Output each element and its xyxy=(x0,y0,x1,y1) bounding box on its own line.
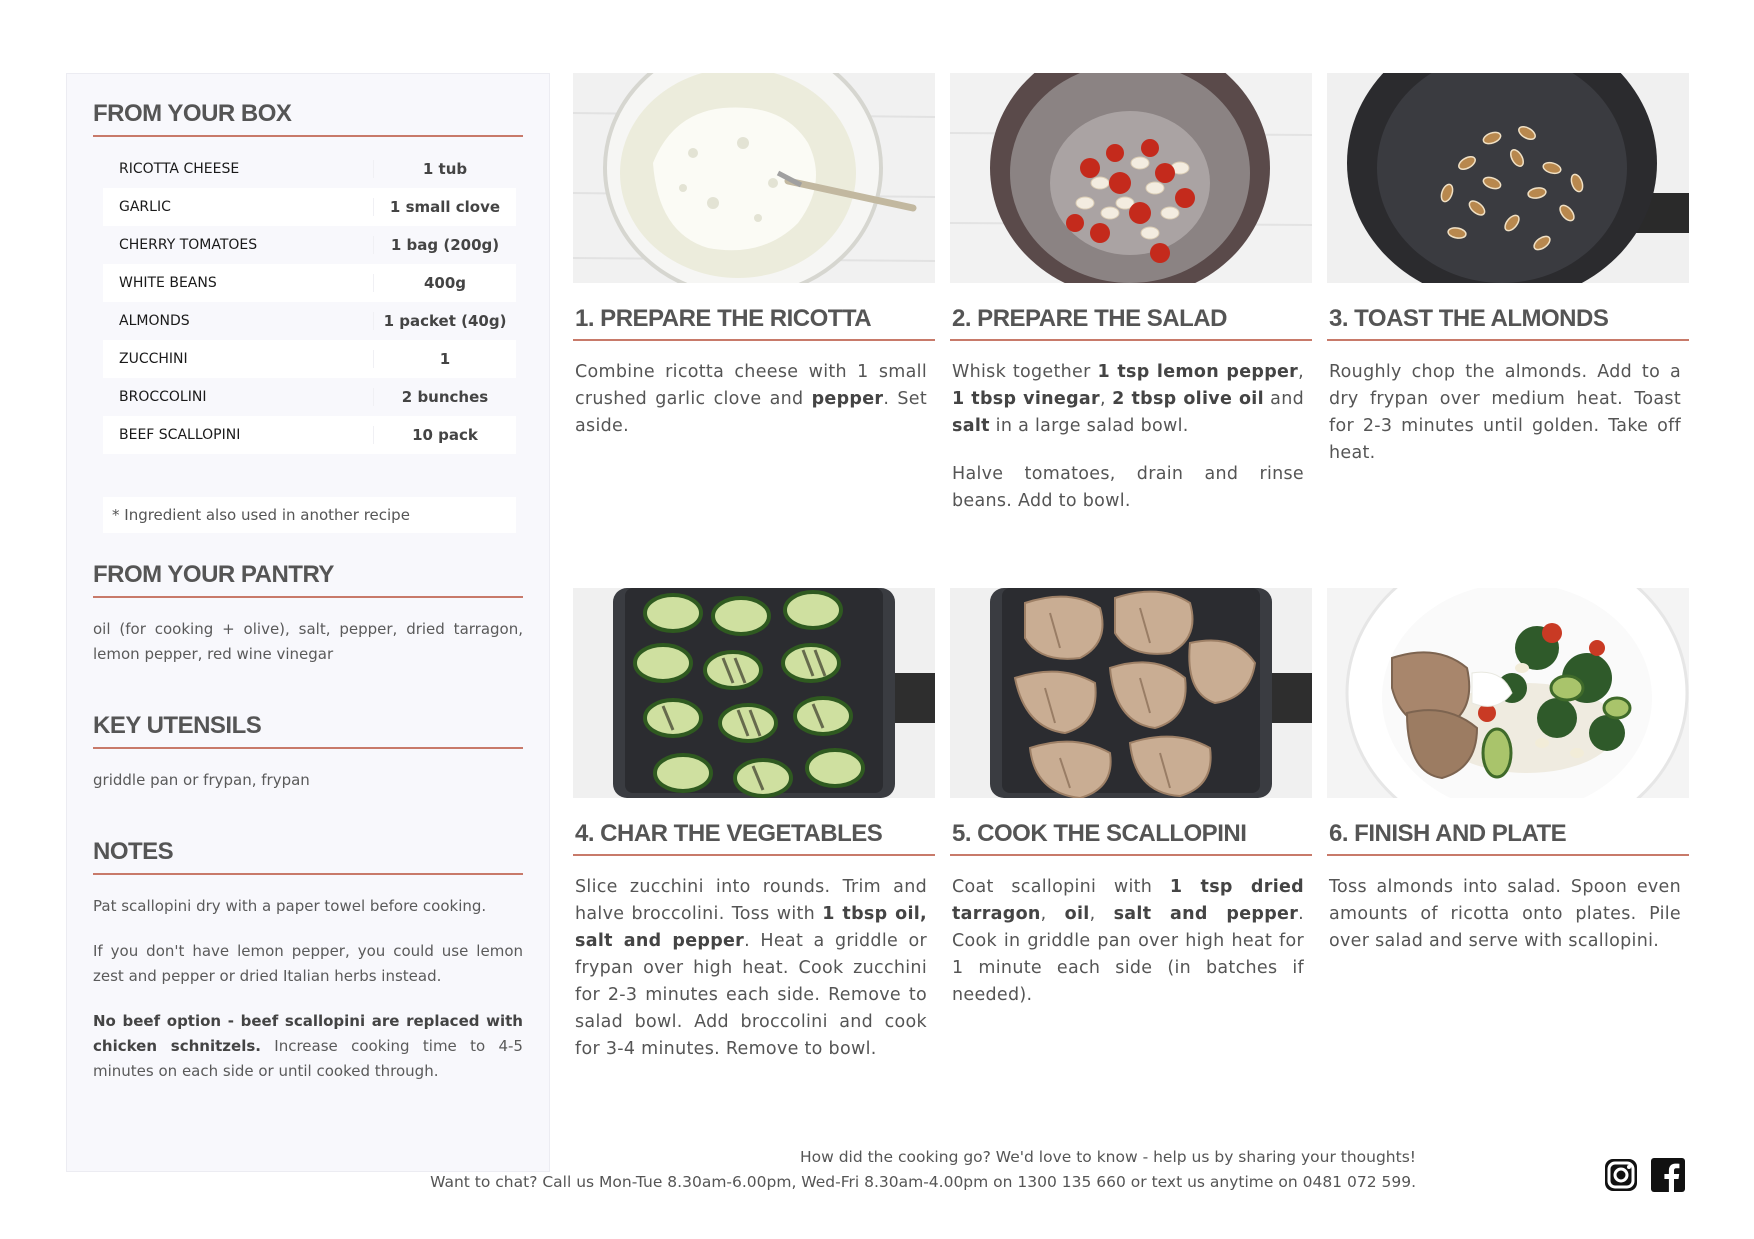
key-utensils-heading: KEY UTENSILS xyxy=(93,713,523,749)
step-2 xyxy=(950,73,1312,536)
note-3-rest: Increase cooking time to 4-5 minutes on each side or until cooked through. xyxy=(93,1037,523,1080)
ingredient-qty: 400g xyxy=(373,274,516,292)
ingredient-qty: 10 pack xyxy=(373,426,516,444)
ingredient-qty: 2 bunches xyxy=(373,388,516,406)
note-3 xyxy=(93,1009,523,1084)
ingredient-row xyxy=(103,264,516,302)
step-3-body xyxy=(1327,359,1689,467)
notes-text xyxy=(93,894,523,1104)
ingredient-row xyxy=(103,226,516,264)
step-2-text-2: Halve tomatoes, drain and rinse beans. Add to bowl. xyxy=(952,463,1304,511)
ingredient-name: CHERRY TOMATOES xyxy=(119,237,258,253)
step-3 xyxy=(1327,73,1689,488)
ingredient-row xyxy=(103,378,516,416)
step-3-photo xyxy=(1327,73,1689,283)
pantry-items: oil (for cooking + olive), salt, pepper, dried tarragon, lemon pepper, red wine vinegar xyxy=(93,620,523,663)
ingredient-name: BROCCOLINI xyxy=(119,389,207,405)
utensils-text xyxy=(93,768,523,813)
step-1-text: Combine ricotta cheese with 1 small crushed garlic clove and pepper. Set aside. xyxy=(575,361,927,436)
ingredient-qty: 1 small clove xyxy=(373,198,516,216)
ingredient-footnote: * Ingredient also used in another recipe xyxy=(103,497,516,533)
ingredient-name: BEEF SCALLOPINI xyxy=(119,427,241,443)
step-2-body xyxy=(950,359,1312,515)
step-3-title: 3. TOAST THE ALMONDS xyxy=(1327,305,1689,341)
step-4-text: Slice zucchini into rounds. Trim and halve broccolini. Toss with 1 tbsp oil, salt and pepper. Heat a griddle or frypan over high heat. Cook zucchini for 2-3 minutes each side. Remove to salad bowl. Add broccolini and cook for 3-4 minutes. Remove to bowl. xyxy=(575,876,927,1059)
note-1: Pat scallopini dry with a paper towel before cooking. xyxy=(93,897,487,915)
ingredient-name: ZUCCHINI xyxy=(119,351,188,367)
step-2-photo xyxy=(950,73,1312,283)
ingredient-row xyxy=(103,416,516,454)
ingredients-panel xyxy=(66,73,550,1172)
from-your-pantry-heading: FROM YOUR PANTRY xyxy=(93,562,523,598)
step-6-text: Toss almonds into salad. Spoon even amounts of ricotta onto plates. Pile over salad and serve with scallopini. xyxy=(1329,876,1681,951)
step-1-title: 1. PREPARE THE RICOTTA xyxy=(573,305,935,341)
step-6-photo xyxy=(1327,588,1689,798)
step-4-photo xyxy=(573,588,935,798)
step-6-body xyxy=(1327,874,1689,955)
ingredient-row xyxy=(103,150,516,188)
ingredient-qty: 1 xyxy=(373,350,516,368)
step-2-text: Whisk together 1 tsp lemon pepper, 1 tbsp vinegar, 2 tbsp olive oil and salt in a large salad bowl. xyxy=(952,361,1304,436)
step-4 xyxy=(573,588,935,1084)
step-3-text: Roughly chop the almonds. Add to a dry frypan over medium heat. Toast for 2-3 minutes until golden. Take off heat. xyxy=(1329,361,1681,463)
step-5-text: Coat scallopini with 1 tsp dried tarragon, oil, salt and pepper. Cook in griddle pan over high heat for 1 minute each side (in batches if needed). xyxy=(952,876,1304,1005)
note-3-bold: No beef option - beef scallopini are replaced with chicken schnitzels. xyxy=(93,1012,523,1055)
from-your-box-heading: FROM YOUR BOX xyxy=(93,101,523,137)
step-1-body xyxy=(573,359,935,440)
step-1 xyxy=(573,73,935,461)
ingredient-row xyxy=(103,302,516,340)
ingredient-name: GARLIC xyxy=(119,199,171,215)
note-2: If you don't have lemon pepper, you could use lemon zest and pepper or dried Italian herbs instead. xyxy=(93,942,523,985)
ingredients-table xyxy=(103,150,516,454)
ingredient-qty: 1 bag (200g) xyxy=(373,236,516,254)
feedback-text: How did the cooking go? We'd love to know - help us by sharing your thoughts! xyxy=(799,1148,1416,1166)
ingredient-name: ALMONDS xyxy=(119,313,190,329)
contact-text: Want to chat? Call us Mon-Tue 8.30am-6.00pm, Wed-Fri 8.30am-4.00pm on 1300 135 660 or text us anytime on 0481 072 599. xyxy=(430,1173,1416,1191)
step-4-title: 4. CHAR THE VEGETABLES xyxy=(573,820,935,856)
notes-heading: NOTES xyxy=(93,839,523,875)
step-6 xyxy=(1327,588,1689,976)
ingredient-qty: 1 packet (40g) xyxy=(373,312,516,330)
ingredient-name: WHITE BEANS xyxy=(119,275,217,291)
step-5-body xyxy=(950,874,1312,1009)
ingredient-row xyxy=(103,340,516,378)
step-5 xyxy=(950,588,1312,1030)
instagram-icon[interactable] xyxy=(1603,1157,1639,1193)
facebook-icon[interactable] xyxy=(1650,1157,1686,1193)
utensils-items: griddle pan or frypan, frypan xyxy=(93,771,310,789)
ingredient-name: RICOTTA CHEESE xyxy=(119,161,240,177)
step-6-title: 6. FINISH AND PLATE xyxy=(1327,820,1689,856)
step-1-photo xyxy=(573,73,935,283)
pantry-text xyxy=(93,617,523,687)
step-2-title: 2. PREPARE THE SALAD xyxy=(950,305,1312,341)
ingredient-qty: 1 tub xyxy=(373,160,516,178)
ingredient-row xyxy=(103,188,516,226)
step-5-title: 5. COOK THE SCALLOPINI xyxy=(950,820,1312,856)
step-5-photo xyxy=(950,588,1312,798)
step-4-body xyxy=(573,874,935,1063)
